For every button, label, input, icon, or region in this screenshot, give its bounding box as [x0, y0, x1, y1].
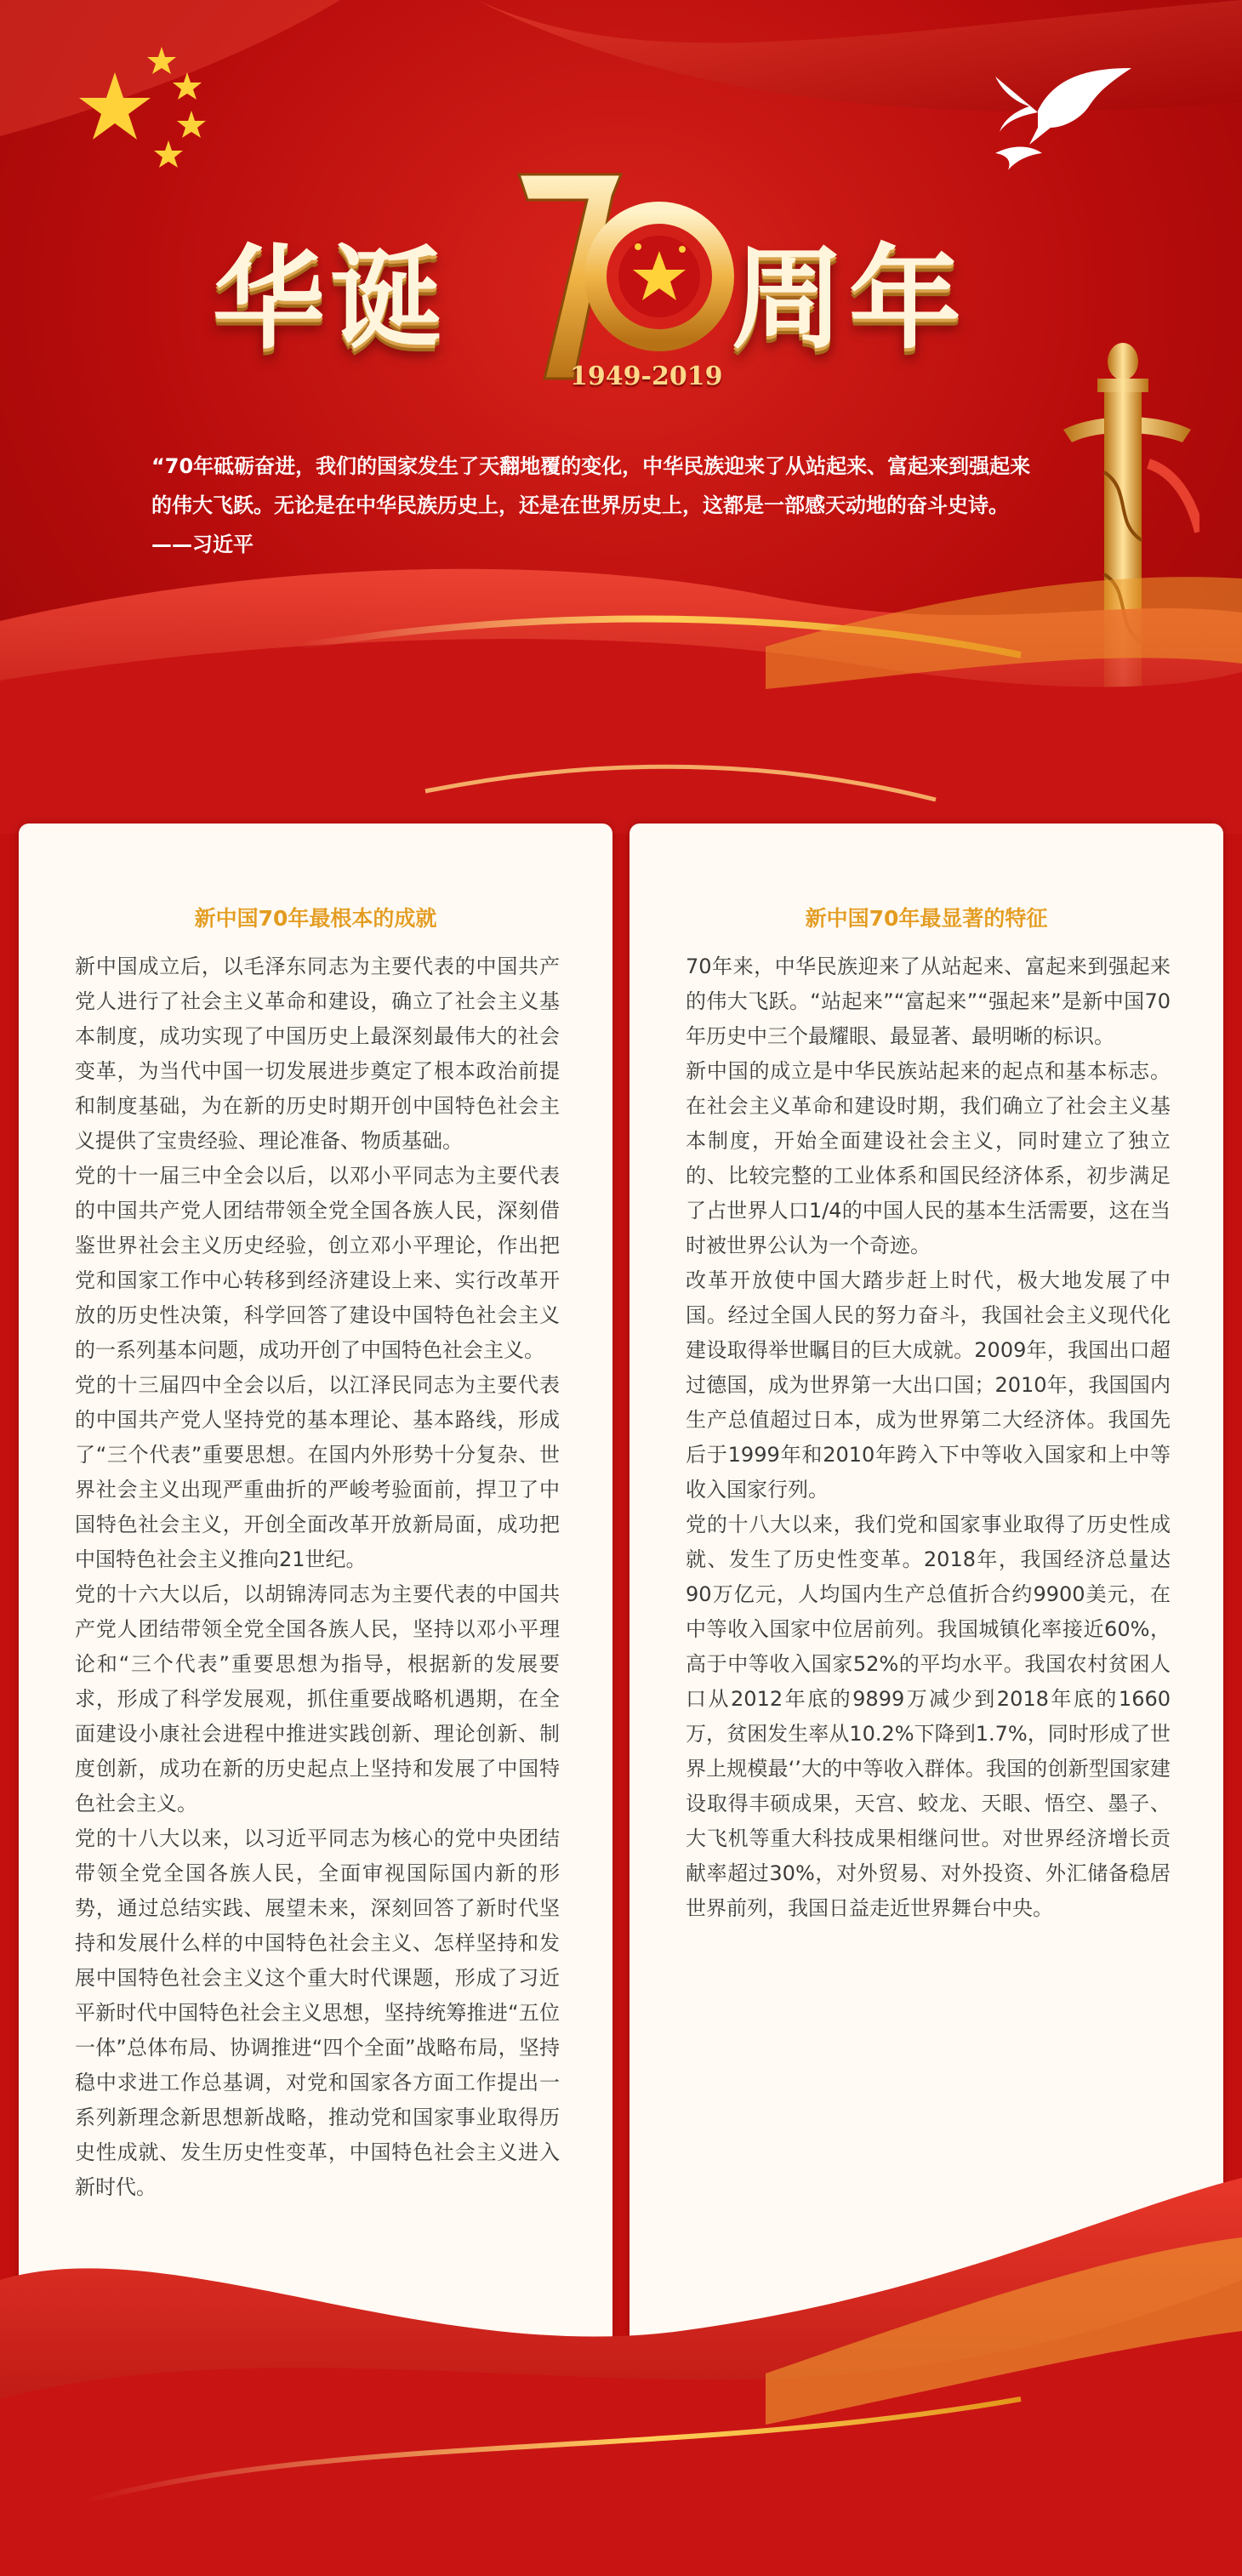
left-card — [19, 824, 612, 2346]
left-card-paragraph: 党的十八大以来，以习近平同志为核心的党中央团结带领全党全国各族人民，全面审视国际国内新的形势，通过总结实践、展望未来，深刻回答了新时代坚持和发展什么样的中国特色社会主义、怎样坚持和发展中国特色社会主义这个重大时代课题，形成了习近平新时代中国特色社会主义思想，坚持统筹推进“五位一体”总体布局、协调推进“四个全面”战略布局，坚持稳中求进工作总基调，对党和国家各方面工作提出一系列新理念新思想新战略，推动党和国家事业取得历史性成就、发生历史性变革，中国特色社会主义进入新时代。 — [75, 1827, 560, 2199]
main-title — [213, 157, 1029, 413]
left-card-paragraph: 新中国成立后，以毛泽东同志为主要代表的中国共产党人进行了社会主义革命和建设，确立了社会主义基本制度，成功实现了中国历史上最深刻最伟大的社会变革，为当代中国一切发展进步奠定了根本政治前提和制度基础，为在新的历史时期开创中国特色社会主义提供了宝贵经验、理论准备、物质基础。 — [75, 955, 560, 1153]
right-card-body — [686, 949, 1171, 1926]
right-card-paragraph: 党的十八大以来，我们党和国家事业取得了历史性成就、发生了历史性变革。2018年，我国经济总量达90万亿元，人均国内生产总值折合约9900美元，在中等收入国家中位居前列。我国城镇化率接近60%，高于中等收入国家52%的平均水平。我国农村贫困人口从2012年底的9899万减少到2018年底的1660万，贫困发生率从10.2%下降到1.7%，同时形成了世界上规模最‘’大的中等收入群体。我国的创新型国家建设取得丰硕成果，天宫、蛟龙、天眼、悟空、墨子、大飞机等重大科技成果相继问世。对世界经济增长贡献率超过30%，对外贸易、对外投资、外汇储备稳居世界前列，我国日益走近世界舞台中央。 — [686, 1513, 1171, 1920]
xi-quote: “70年砥砺奋进，我们的国家发生了天翻地覆的变化，中华民族迎来了从站起来、富起来到强起来的伟大飞跃。无论是在中华民族历史上，还是在世界历史上，这都是一部感天动地的奋斗史诗。——习近平 — [151, 454, 1031, 556]
left-card-paragraph: 党的十一届三中全会以后，以邓小平同志为主要代表的中国共产党人团结带领全党全国各族人民，深刻借鉴世界社会主义历史经验，创立邓小平理论，作出把党和国家工作中心转移到经济建设上来、实行改革开放的历史性决策，科学回答了建设中国特色社会主义的一系列基本问题，成功开创了中国特色社会主义。 — [75, 1164, 560, 1362]
right-card-paragraph: 70年来，中华民族迎来了从站起来、富起来到强起来的伟大飞跃。“站起来”“富起来”“强起来”是新中国70年历史中三个最耀眼、最显著、最明晰的标识。 — [686, 955, 1171, 1048]
header-wave-ribbon — [0, 544, 1242, 834]
right-card-paragraph: 改革开放使中国大踏步赶上时代，极大地发展了中国。经过全国人民的努力奋斗，我国社会主义现代化建设取得举世瞩目的巨大成就。2009年，我国出口超过德国，成为世界第一大出口国；2010年，我国国内生产总值超过日本，成为世界第二大经济体。我国先后于1999年和2010年跨入下中等收入国家和上中等收入国家行列。 — [686, 1268, 1171, 1502]
right-card-title: 新中国70年最显著的特征 — [805, 906, 1048, 931]
years-label: 1949-2019 — [570, 362, 723, 391]
left-card-body — [75, 949, 560, 2205]
left-card-paragraph: 党的十六大以后，以胡锦涛同志为主要代表的中国共产党人团结带领全党全国各族人民，坚持以邓小平理论和“三个代表”重要思想为指导，根据新的发展要求，形成了科学发展观，抓住重要战略机遇期，在全面建设小康社会进程中推进实践创新、理论创新、制度创新，成功在新的历史起点上坚持和发展了中国特色社会主义。 — [75, 1582, 560, 1815]
title-right-text: 周年 — [732, 234, 966, 365]
left-card-paragraph: 党的十三届四中全会以后，以江泽民同志为主要代表的中国共产党人坚持党的基本理论、基本路线，形成了“三个代表”重要思想。在国内外形势十分复杂、世界社会主义出现严重曲折的严峻考验面前，捍卫了中国特色社会主义，开创全面改革开放新局面，成功把中国特色社会主义推向21世纪。 — [75, 1373, 560, 1571]
right-card-paragraph: 新中国的成立是中华民族站起来的起点和基本标志。在社会主义革命和建设时期，我们确立了社会主义基本制度，开始全面建设社会主义，同时建立了独立的、比较完整的工业体系和国民经济体系，初步满足了占世界人口1/4的中国人民的基本生活需要，这在当时被世界公认为一个奇迹。 — [686, 1059, 1171, 1257]
title-left-text: 华诞 — [213, 234, 447, 365]
left-card-title: 新中国70年最根本的成就 — [194, 906, 437, 931]
right-card — [630, 824, 1223, 2346]
footer-wave-ribbon — [0, 2178, 1242, 2576]
